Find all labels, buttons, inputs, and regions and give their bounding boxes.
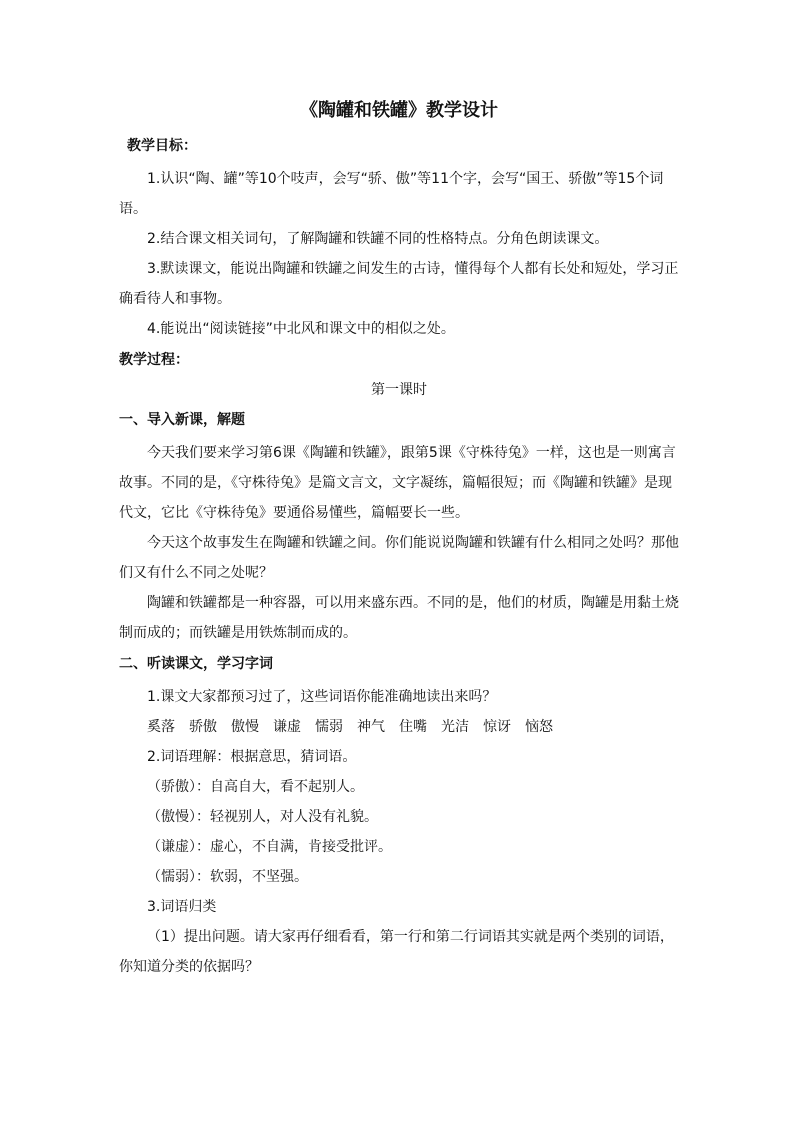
vocab-word: 神气 [357,719,385,735]
vocab-word: 惊讶 [483,719,511,735]
vocab-word: 光洁 [441,719,469,735]
vocab-word: 骄傲 [189,719,217,735]
section2-question-1: 1.课文大家都预习过了，这些词语你能准确地读出来吗？ [147,689,497,705]
section1-paragraph-2: 今天这个故事发生在陶罐和铁罐之间。你们能说说陶罐和铁罐有什么相同之处吗？那他们又有什么不同之处呢？ [119,535,679,581]
goal-item-4: 4.能说出“阅读链接”中北风和课文中的相似之处。 [147,321,455,337]
section1-heading: 一、导入新课，解题 [119,412,245,428]
section2-question-2: 2.词语理解：根据意思，猜词语。 [147,749,357,765]
goals-heading: 教学目标： [127,138,197,154]
section2-question-3-1-line2: 你知道分类的依据吗？ [119,959,259,975]
lesson-label: 第一课时 [371,382,427,398]
definition-item-3: （谦虚）：虚心，不自满，肯接受批评。 [147,839,392,855]
section2-heading: 二、听读课文，学习字词 [119,656,273,672]
vocab-word: 懦弱 [315,719,343,735]
goal-item-2: 2.结合课文相关词句，了解陶罐和铁罐不同的性格特点。分角色朗读课文。 [147,231,609,247]
section2-question-3-1-line1: （1）提出问题。请大家再仔细看看，第一行和第二行词语其实就是两个类别的词语， [147,929,674,945]
section1-paragraph-3: 陶罐和铁罐都是一种容器，可以用来盛东西。不同的是，他们的材质，陶罐是用黏土烧制而成的；而铁罐是用铁炼制而成的。 [119,595,679,641]
goal-item-1: 1.认识“陶、罐”等10个吱声，会写“骄、傲”等11个字，会写“国王、骄傲”等15个词语。 [119,171,664,217]
document-content [119,100,679,982]
vocab-word: 傲慢 [231,719,259,735]
definition-item-1: （骄傲）：自高自大，看不起别人。 [147,779,364,795]
section2-question-3: 3.词语归类 [147,899,217,915]
vocab-word: 奚落 [147,719,175,735]
vocab-word: 恼怒 [525,719,553,735]
definition-item-4: （懦弱）：软弱，不坚强。 [147,869,308,885]
vocab-word: 住嘴 [399,719,427,735]
section1-paragraph-1: 今天我们要来学习第6课《陶罐和铁罐》，跟第5课《守株待兔》一样，这也是一则寓言故事。不同的是，《守株待兔》是篇文言文，文字凝练，篇幅很短；而《陶罐和铁罐》是现代文，它比《守株待兔》要通俗易懂些，篇幅要长一些。 [119,445,676,521]
vocabulary-row [147,712,679,742]
process-heading: 教学过程： [119,352,189,368]
vocab-word: 谦虚 [273,719,301,735]
goal-item-3: 3.默读课文，能说出陶罐和铁罐之间发生的古诗，懂得每个人都有长处和短处，学习正确看待人和事物。 [119,261,679,307]
definition-item-2: （傲慢）：轻视别人，对人没有礼貌。 [147,809,378,825]
document-title: 《陶罐和铁罐》教学设计 [300,100,498,121]
